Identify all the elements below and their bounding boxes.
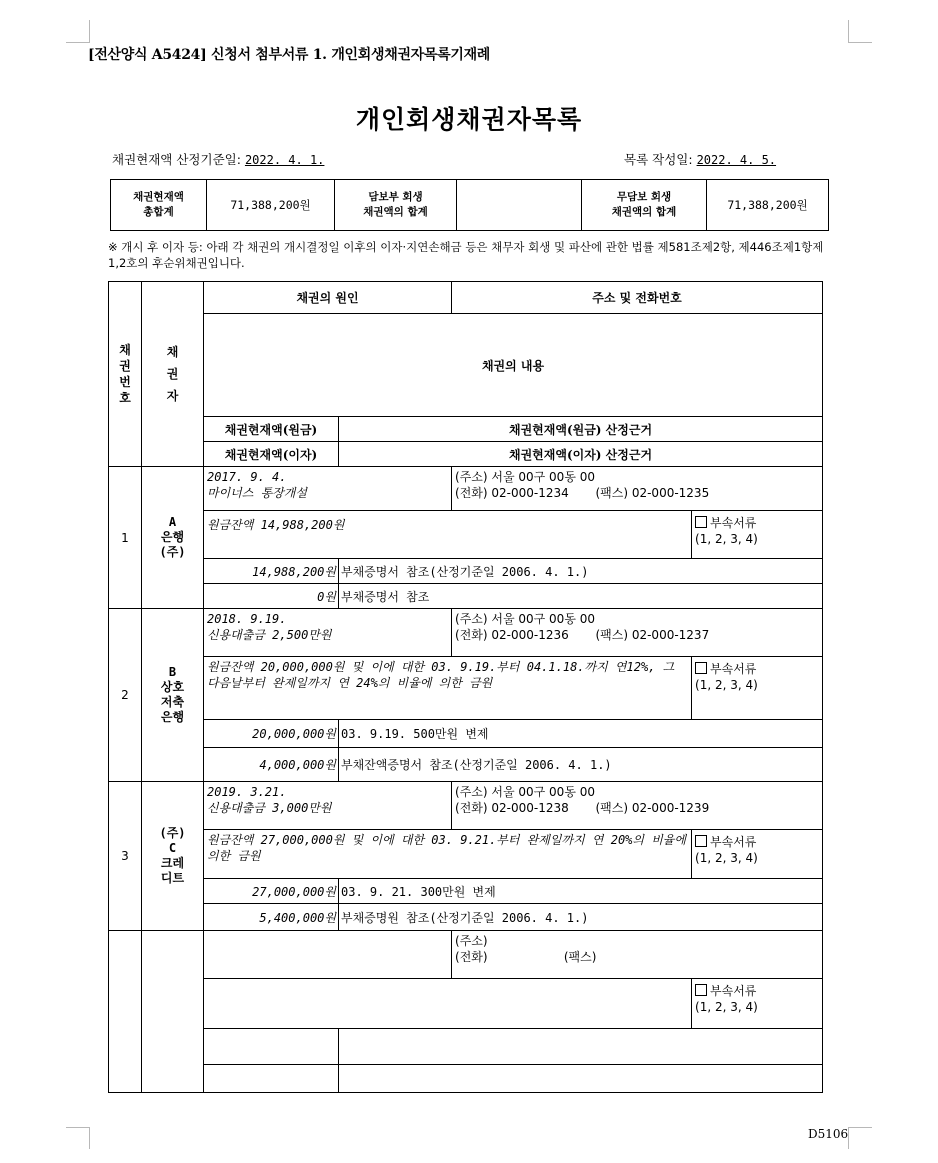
- crop-mark: [89, 20, 90, 42]
- form-code: D5106: [808, 1127, 849, 1141]
- principal-amount: 14,988,200원: [204, 559, 339, 584]
- claim-number: 2: [109, 609, 142, 782]
- header-principal-basis: 채권현재액(원금) 산정근거: [339, 417, 823, 442]
- header-address: 주소 및 전화번호: [452, 282, 823, 314]
- header-principal-amount: 채권현재액(원금): [204, 417, 339, 442]
- total-label: 채권현재액 총합계: [111, 180, 207, 231]
- attachment-checkbox[interactable]: 부속서류 (1, 2, 3, 4): [692, 830, 823, 879]
- claim-cause: 2018. 9.19. 신용대출금 2,500만원: [204, 609, 452, 657]
- header-cause: 채권의 원인: [204, 282, 452, 314]
- claim-content-blank[interactable]: [204, 979, 692, 1029]
- form-label: [전산양식 A5424] 신청서 첨부서류 1. 개인회생채권자목록기재례: [88, 47, 491, 63]
- document-title: 개인회생채권자목록: [355, 105, 583, 134]
- crop-mark: [66, 1127, 90, 1128]
- header-creditor: 채권자: [142, 282, 204, 467]
- principal-amount-blank[interactable]: [204, 1029, 339, 1065]
- written-date-label: 목록 작성일:: [624, 152, 693, 167]
- creditor-name: A 은행 (주): [142, 467, 204, 609]
- creditor-name: (주) C 크레 디트: [142, 782, 204, 931]
- claim-number: 3: [109, 782, 142, 931]
- attachment-checkbox[interactable]: 부속서류 (1, 2, 3, 4): [692, 657, 823, 720]
- basis-date: [112, 150, 324, 168]
- claim-content: 원금잔액 14,988,200원: [204, 511, 692, 559]
- interest-amount: 5,400,000원: [204, 904, 339, 931]
- principal-amount: 20,000,000원: [204, 720, 339, 748]
- header-claim-no: 채권번호: [109, 282, 142, 467]
- interest-basis: 부채증명원 참조(산정기준일 2006. 4. 1.): [339, 904, 823, 931]
- written-date: [624, 150, 776, 168]
- claim-cause: 2017. 9. 4. 마이너스 통장개설: [204, 467, 452, 511]
- creditor-address: (주소) 서울 00구 00동 00 (전화) 02-000-1236 (팩스) 02-000-1237: [452, 609, 823, 657]
- summary-table: [110, 179, 829, 231]
- crop-mark: [848, 1127, 872, 1128]
- basis-date-label: 채권현재액 산정기준일:: [112, 152, 241, 167]
- checkbox-icon[interactable]: [695, 516, 707, 528]
- claim-content: 원금잔액 20,000,000원 및 이에 대한 03. 9.19.부터 04.1.18.까지 연12%, 그 다음날부터 완제일까지 연 24%의 비율에 의한 금원: [204, 657, 692, 720]
- principal-basis: 03. 9. 21. 300만원 변제: [339, 879, 823, 904]
- header-interest-basis: 채권현재액(이자) 산정근거: [339, 442, 823, 467]
- checkbox-icon[interactable]: [695, 662, 707, 674]
- claim-cause: 2019. 3.21. 신용대출금 3,000만원: [204, 782, 452, 830]
- secured-label: 담보부 회생 채권액의 합계: [335, 180, 457, 231]
- claim-number: 1: [109, 467, 142, 609]
- written-date-value: 2022. 4. 5.: [696, 153, 777, 167]
- creditor-address: (주소) 서울 00구 00동 00 (전화) 02-000-1234 (팩스) 02-000-1235: [452, 467, 823, 511]
- crop-mark: [66, 42, 90, 43]
- unsecured-value: 71,388,200원: [707, 180, 829, 231]
- header-content: 채권의 내용: [204, 314, 823, 417]
- creditor-name-blank[interactable]: [142, 931, 204, 1093]
- principal-amount: 27,000,000원: [204, 879, 339, 904]
- interest-amount-blank[interactable]: [204, 1065, 339, 1093]
- interest-amount: 4,000,000원: [204, 748, 339, 782]
- attachment-checkbox[interactable]: 부속서류 (1, 2, 3, 4): [692, 979, 823, 1029]
- claim-cause-blank[interactable]: [204, 931, 452, 979]
- crop-mark: [89, 1127, 90, 1149]
- interest-basis: 부채증명서 참조: [339, 584, 823, 609]
- crop-mark: [848, 20, 849, 42]
- checkbox-icon[interactable]: [695, 984, 707, 996]
- total-value: 71,388,200원: [207, 180, 335, 231]
- unsecured-label: 무담보 회생 채권액의 합계: [582, 180, 707, 231]
- basis-date-value: 2022. 4. 1.: [244, 153, 325, 167]
- creditor-name: B 상호 저축 은행: [142, 609, 204, 782]
- creditor-table: [108, 281, 823, 1093]
- interest-note: ※ 개시 후 이자 등: 아래 각 채권의 개시결정일 이후의 이자·지연손해금 등은 채무자 회생 및 파산에 관한 법률 제581조제2항, 제446조제1항제1,2호의 후순위채권입니다.: [108, 240, 824, 270]
- principal-basis: 03. 9.19. 500만원 변제: [339, 720, 823, 748]
- claim-number-blank[interactable]: [109, 931, 142, 1093]
- interest-amount: 0원: [204, 584, 339, 609]
- interest-basis-blank[interactable]: [339, 1065, 823, 1093]
- principal-basis-blank[interactable]: [339, 1029, 823, 1065]
- secured-value: [457, 180, 582, 231]
- claim-content: 원금잔액 27,000,000원 및 이에 대한 03. 9.21.부터 완제일까지 연 20%의 비율에 의한 금원: [204, 830, 692, 879]
- creditor-address: (주소) 서울 00구 00동 00 (전화) 02-000-1238 (팩스) 02-000-1239: [452, 782, 823, 830]
- attachment-checkbox[interactable]: 부속서류 (1, 2, 3, 4): [692, 511, 823, 559]
- checkbox-icon[interactable]: [695, 835, 707, 847]
- interest-basis: 부채잔액증명서 참조(산정기준일 2006. 4. 1.): [339, 748, 823, 782]
- header-interest-amount: 채권현재액(이자): [204, 442, 339, 467]
- crop-mark: [848, 42, 872, 43]
- principal-basis: 부채증명서 참조(산정기준일 2006. 4. 1.): [339, 559, 823, 584]
- creditor-address-blank[interactable]: (주소) (전화) (팩스): [452, 931, 823, 979]
